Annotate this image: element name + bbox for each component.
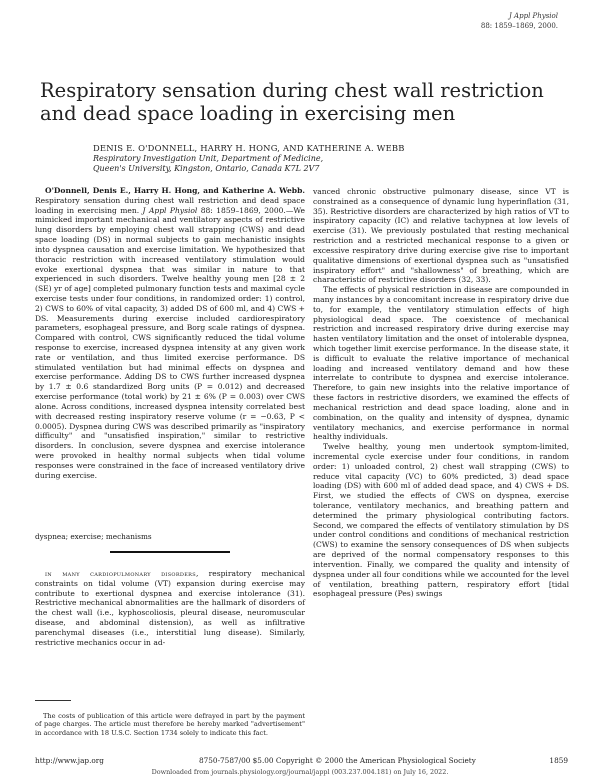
footnote-text: The costs of publication of this article were defrayed in part by the payment of page charges. The article must therefore be hereby marked "advertisement" in accordance with 18 U.S.C. Section 1734 solely to indicate this fact. [35,712,305,737]
page-number: 1859 [549,756,568,765]
body-paragraph-1: vanced chronic obstructive pulmonary disease, since VT is constrained as a consequence of dynamic lung hyperinflation (31, 35). Restrictive disorders are characterized by high ratios of VT to inspiratory capacity (IC) and relative tachypnea at low levels of exercise (31). We previously postulated that resting mechanical restriction and a restricted mechanical response to a given or excessive respiratory drive during exercise give rise to important qualitative dimensions of exertional dyspnea such as "unsatisfied inspiratory effort" and "shallowness" of breathing, which are characteristic of restrictive disorders (32, 33). [313,187,569,285]
abstract-authors: O'Donnell, Denis E., Harry H. Hong, and Katherine A. Webb. [45,186,305,195]
intro-lead-in: in many cardiopulmonary disorders, [45,569,199,578]
introduction-paragraph [35,569,305,648]
footnote [35,712,305,737]
abstract-body: 88: 1859–1869, 2000.—We mimicked important mechanical and ventilatory aspects of restrictive lung disorders by employing chest wall strapping (CWS) and dead space loading (DS) in normal subjects to gain mechanistic insights into dyspnea causation and exercise limitation. We hypothesized that thoracic restriction with increased ventilatory stimulation would evoke exertional dyspnea that was similar in nature to that experienced in such disorders. Twelve healthy young men [28 ± 2 (SE) yr of age] completed pulmonary function tests and maximal cycle exercise tests under four conditions, in randomized order: 1) control, 2) CWS to 60% of vital capacity, 3) added DS of 600 ml, and 4) CWS + DS. Measurements during exercise included cardiorespiratory parameters, esophageal pressure, and Borg scale ratings of dyspnea. Compared with control, CWS significantly reduced the tidal volume response to exercise, increased dyspnea intensity at any given work rate or ventilation, and thus limited exercise performance. DS stimulated ventilation but had minimal effects on dyspnea and exercise performance. Adding DS to CWS further increased dyspnea by 1.7 ± 0.6 standardized Borg units (P = 0.012) and decreased exercise performance (total work) by 21 ± 6% (P = 0.003) over CWS alone. Across conditions, increased dyspnea intensity correlated best with decreased resting inspiratory reserve volume (r = −0.63, P < 0.0005). Dyspnea during CWS was described primarily as "inspiratory difficulty" and "unsatisfied inspiration," similar to restrictive disorders. In conclusion, severe dyspnea and exercise intolerance were provoked in healthy normal subjects when tidal volume responses were constrained in the face of increased ventilatory drive during exercise. [35,205,305,480]
intro-text: respiratory mechanical constraints on tidal volume (VT) expansion during exercise may contribute to exertional dyspnea and exercise intolerance (31). Restrictive mechanical abnormalities are the hallmark of disorders of the chest wall (i.e., kyphoscoliosis, pleural disease, neuromuscular disease, and abdominal distension), as well as infiltrative parenchymal diseases (i.e., interstitial lung disease). Similarly, restrictive mechanics occur in ad- [35,569,305,647]
body-paragraph-2: The effects of physical restriction in disease are compounded in many instances by a concomitant increase in respiratory drive due to, for example, the ventilatory stimulation effects of high physiological dead space. The coexistence of mechanical restriction and increased respiratory drive during exercise may hasten ventilatory limitation and the onset of intolerable dyspnea, which together limit exercise performance. In the disease state, it is difficult to evaluate the relative importance of mechanical loading and increased ventilatory demand and how these interrelate to contribute to dyspnea and exercise intolerance. Therefore, to gain new insights into the relative importance of these factors in restrictive disorders, we examined the effects of mechanical restriction and dead space loading, alone and in combination, on the quality and intensity of dyspnea, dynamic ventilatory mechanics, and exercise performance in normal healthy individuals. [313,285,569,442]
keywords: dyspnea; exercise; mechanisms [35,532,152,541]
download-note: Downloaded from journals.physiology.org/journal/jappl (003.237.004.181) on July 16, 2022. [151,768,449,776]
right-column [313,187,569,599]
affiliation [93,154,323,174]
abstract-article-title: Respiratory sensation during chest wall restriction and dead space loading in exercising men. [35,195,305,215]
footnote-rule [35,700,71,701]
journal-url-link[interactable]: http://www.jap.org [35,756,104,765]
journal-name: J Appl Physiol [509,12,558,20]
abstract-journal-ref: J Appl Physiol [142,205,198,215]
affiliation-line-1: Respiratory Investigation Unit, Department of Medicine, [93,154,324,163]
copyright-line: 8750-7587/00 $5.00 Copyright © 2000 the American Physiological Society [199,756,476,765]
affiliation-line-2: Queen's University, Kingston, Ontario, Canada K7L 2V7 [93,164,320,173]
section-divider [110,551,230,553]
journal-header [481,12,558,31]
body-paragraph-3: Twelve healthy, young men undertook symptom-limited, incremental cycle exercise under four conditions, in random order: 1) unloaded control, 2) chest wall strapping (CWS) to reduce vital capacity (VC) to 60% predicted, 3) dead space loading (DS) with 600 ml of added dead space, and 4) CWS + DS. First, we studied the effects of CWS on dyspnea, exercise tolerance, ventilatory mechanics, and breathing pattern and determined the primary physiological contributing factors. Second, we compared the effects of ventilatory stimulation by DS under control conditions and conditions of mechanical restriction (CWS) to examine the sensory consequences of DS when subjects are deprived of the normal compensatory responses to this intervention. Finally, we compared the quality and intensity of dyspnea under all four conditions while we accounted for the level of ventilation, breathing pattern, respiratory effort [tidal esophageal pressure (Pes) swings [313,442,569,599]
article-title: Respiratory sensation during chest wall restriction and dead space loading in exercising men [40,79,544,125]
author-list: DENIS E. O'DONNELL, HARRY H. HONG, AND KATHERINE A. WEBB [93,143,405,153]
journal-citation: 88: 1859–1869, 2000. [480,21,558,30]
abstract [35,186,305,480]
